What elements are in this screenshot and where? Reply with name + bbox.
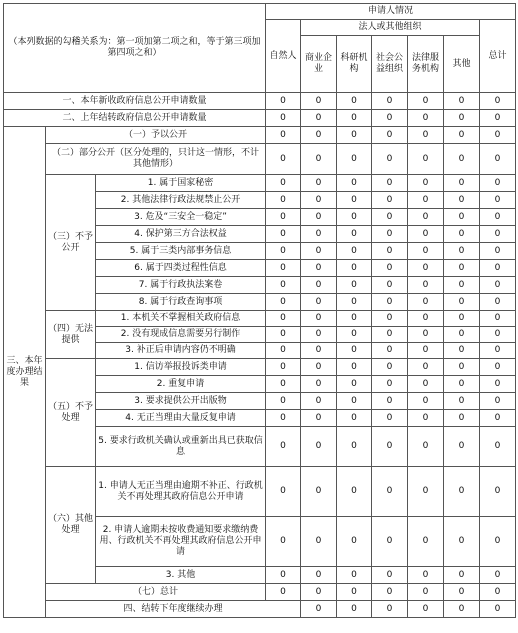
cell-value: 0 <box>480 467 516 517</box>
cell-value: 0 <box>266 359 301 376</box>
cell-value: 0 <box>337 376 372 393</box>
cell-value: 0 <box>372 277 408 294</box>
statistics-table <box>3 3 516 618</box>
group6-label: （六）其他处理 <box>46 467 96 584</box>
cell-value: 0 <box>372 243 408 260</box>
cell-value: 0 <box>301 277 337 294</box>
cell-value: 0 <box>372 584 408 601</box>
cell-value: 0 <box>408 209 444 226</box>
cell-value: 0 <box>266 410 301 427</box>
cell-value: 0 <box>408 343 444 359</box>
cell-value: 0 <box>266 327 301 343</box>
cell-value: 0 <box>444 243 480 260</box>
cell-value: 0 <box>266 427 301 467</box>
cell-value: 0 <box>408 517 444 567</box>
cell-value: 0 <box>480 294 516 311</box>
cell-value: 0 <box>408 127 444 144</box>
cell-value: 0 <box>301 127 337 144</box>
cell-value: 0 <box>480 110 516 127</box>
cell-value: 0 <box>408 294 444 311</box>
cell-value: 0 <box>372 226 408 243</box>
row-label: （二）部分公开（区分处理的，只计这一情形，不计其他情形） <box>46 144 266 175</box>
cell-value: 0 <box>337 410 372 427</box>
cell-value: 0 <box>337 260 372 277</box>
row-label: 3. 危及“三安全一稳定” <box>96 209 266 226</box>
cell-value: 0 <box>266 93 301 110</box>
cell-value: 0 <box>266 260 301 277</box>
cell-value: 0 <box>301 567 337 584</box>
row-label: 1. 本机关不掌握相关政府信息 <box>96 311 266 327</box>
cell-value: 0 <box>372 427 408 467</box>
cell-value: 0 <box>337 93 372 110</box>
cell-value: 0 <box>337 110 372 127</box>
cell-value: 0 <box>444 226 480 243</box>
row-label: 2. 申请人逾期未按收费通知要求缴纳费用、行政机关不再处理其政府信息公开申请 <box>96 517 266 567</box>
header-research: 科研机构 <box>337 36 372 93</box>
cell-value: 0 <box>480 327 516 343</box>
row-label: 1. 申请人无正当理由逾期不补正、行政机关不再处理其政府信息公开申请 <box>96 467 266 517</box>
cell-value: 0 <box>408 393 444 410</box>
group3-label: （三）不予公开 <box>46 175 96 311</box>
cell-value: 0 <box>337 175 372 192</box>
cell-value: 0 <box>301 226 337 243</box>
cell-value: 0 <box>301 601 337 618</box>
cell-value: 0 <box>480 93 516 110</box>
row-label: 2. 没有现成信息需要另行制作 <box>96 327 266 343</box>
table-row <box>4 311 516 327</box>
cell-value: 0 <box>444 467 480 517</box>
row-label: 1. 属于国家秘密 <box>96 175 266 192</box>
row-label: 7. 属于行政执法案卷 <box>96 277 266 294</box>
cell-value: 0 <box>444 209 480 226</box>
cell-value: 0 <box>444 584 480 601</box>
header-total: 总计 <box>480 20 516 93</box>
table-row <box>4 601 516 618</box>
cell-value: 0 <box>266 467 301 517</box>
cell-value: 0 <box>480 127 516 144</box>
row-label: 2. 重复申请 <box>96 376 266 393</box>
cell-value: 0 <box>337 584 372 601</box>
row-label: 一、本年新收政府信息公开申请数量 <box>4 93 266 110</box>
cell-value: 0 <box>266 144 301 175</box>
cell-value: 0 <box>372 467 408 517</box>
cell-value: 0 <box>266 294 301 311</box>
cell-value: 0 <box>444 393 480 410</box>
cell-value: 0 <box>372 93 408 110</box>
cell-value: 0 <box>444 175 480 192</box>
cell-value: 0 <box>480 376 516 393</box>
cell-value: 0 <box>301 393 337 410</box>
cell-value: 0 <box>266 127 301 144</box>
cell-value: 0 <box>372 209 408 226</box>
cell-value: 0 <box>266 277 301 294</box>
cell-value: 0 <box>408 467 444 517</box>
cell-value: 0 <box>480 192 516 209</box>
cell-value: 0 <box>337 144 372 175</box>
cell-value: 0 <box>444 601 480 618</box>
row-label: 5. 属于三类内部事务信息 <box>96 243 266 260</box>
header-commercial: 商业企业 <box>301 36 337 93</box>
cell-value: 0 <box>408 567 444 584</box>
header-social-welfare: 社会公益组织 <box>372 36 408 93</box>
header-note: （本列数据的勾稽关系为：第一项加第二项之和，等于第三项加第四项之和） <box>8 37 261 58</box>
cell-value: 0 <box>301 343 337 359</box>
cell-value: 0 <box>301 192 337 209</box>
cell-value: 0 <box>266 226 301 243</box>
cell-value: 0 <box>444 359 480 376</box>
cell-value: 0 <box>372 294 408 311</box>
cell-value: 0 <box>408 226 444 243</box>
cell-value: 0 <box>444 517 480 567</box>
cell-value: 0 <box>266 175 301 192</box>
cell-value: 0 <box>408 584 444 601</box>
cell-value: 0 <box>444 110 480 127</box>
cell-value: 0 <box>337 393 372 410</box>
cell-value: 0 <box>301 209 337 226</box>
cell-value: 0 <box>372 376 408 393</box>
cell-value: 0 <box>337 359 372 376</box>
cell-value: 0 <box>266 393 301 410</box>
cell-value: 0 <box>408 601 444 618</box>
row-label: 2. 其他法律行政法规禁止公开 <box>96 192 266 209</box>
cell-value: 0 <box>408 260 444 277</box>
cell-value: 0 <box>444 260 480 277</box>
cell-value: 0 <box>480 410 516 427</box>
cell-value: 0 <box>480 343 516 359</box>
cell-value: 0 <box>337 311 372 327</box>
row-label: 4. 保护第三方合法权益 <box>96 226 266 243</box>
cell-value: 0 <box>408 359 444 376</box>
cell-value: 0 <box>301 144 337 175</box>
cell-value: 0 <box>301 327 337 343</box>
row-label: 1. 信访举报投诉类申请 <box>96 359 266 376</box>
cell-value: 0 <box>266 311 301 327</box>
cell-value: 0 <box>301 110 337 127</box>
cell-value: 0 <box>337 277 372 294</box>
cell-value: 0 <box>372 343 408 359</box>
cell-value: 0 <box>337 601 372 618</box>
cell-value: 0 <box>372 127 408 144</box>
cell-value: 0 <box>301 260 337 277</box>
cell-value: 0 <box>408 327 444 343</box>
header-natural-person: 自然人 <box>266 20 301 93</box>
row-label: 二、上年结转政府信息公开申请数量 <box>4 110 266 127</box>
cell-value: 0 <box>337 343 372 359</box>
cell-value: 0 <box>337 243 372 260</box>
cell-value: 0 <box>301 467 337 517</box>
cell-value: 0 <box>266 192 301 209</box>
cell-value: 0 <box>408 93 444 110</box>
cell-value: 0 <box>480 144 516 175</box>
cell-value: 0 <box>444 427 480 467</box>
cell-value: 0 <box>301 93 337 110</box>
row-label: 3. 补正后申请内容仍不明确 <box>96 343 266 359</box>
cell-value: 0 <box>480 243 516 260</box>
row-label: 5. 要求行政机关确认或重新出具已获取信息 <box>96 427 266 467</box>
table-row <box>4 93 516 110</box>
cell-value: 0 <box>337 567 372 584</box>
table-row <box>4 467 516 517</box>
cell-value: 0 <box>480 584 516 601</box>
cell-value: 0 <box>408 110 444 127</box>
cell-value: 0 <box>480 359 516 376</box>
cell-value: 0 <box>480 209 516 226</box>
cell-value: 0 <box>480 260 516 277</box>
cell-value: 0 <box>372 517 408 567</box>
cell-value: 0 <box>408 243 444 260</box>
cell-value: 0 <box>372 144 408 175</box>
row-label: 6. 属于四类过程性信息 <box>96 260 266 277</box>
cell-value: 0 <box>444 277 480 294</box>
cell-value: 0 <box>480 311 516 327</box>
cell-value: 0 <box>337 327 372 343</box>
cell-value: 0 <box>408 311 444 327</box>
row-label: 8. 属于行政查询事项 <box>96 294 266 311</box>
cell-value: 0 <box>301 243 337 260</box>
cell-value: 0 <box>408 175 444 192</box>
cell-value: 0 <box>337 294 372 311</box>
cell-value: 0 <box>372 393 408 410</box>
table-row <box>4 127 516 144</box>
row-label: 3. 其他 <box>96 567 266 584</box>
cell-value: 0 <box>337 127 372 144</box>
cell-value: 0 <box>337 192 372 209</box>
cell-value: 0 <box>266 376 301 393</box>
group5-label: （五）不予处理 <box>46 359 96 467</box>
cell-value: 0 <box>301 410 337 427</box>
cell-value: 0 <box>408 144 444 175</box>
cell-value: 0 <box>372 311 408 327</box>
cell-value: 0 <box>480 517 516 567</box>
cell-value: 0 <box>408 410 444 427</box>
cell-value: 0 <box>444 144 480 175</box>
cell-value: 0 <box>337 226 372 243</box>
cell-value: 0 <box>444 127 480 144</box>
cell-value: 0 <box>301 311 337 327</box>
row-label: （一）予以公开 <box>46 127 266 144</box>
cell-value: 0 <box>301 517 337 567</box>
cell-value: 0 <box>301 175 337 192</box>
cell-value: 0 <box>408 277 444 294</box>
cell-value: 0 <box>266 567 301 584</box>
cell-value: 0 <box>372 175 408 192</box>
table-row <box>4 110 516 127</box>
cell-value: 0 <box>444 376 480 393</box>
cell-value: 0 <box>444 311 480 327</box>
cell-value: 0 <box>444 327 480 343</box>
cell-value: 0 <box>266 209 301 226</box>
cell-value: 0 <box>301 427 337 467</box>
row-label: 4. 无正当理由大量反复申请 <box>96 410 266 427</box>
cell-value: 0 <box>266 343 301 359</box>
cell-value: 0 <box>301 584 337 601</box>
cell-value: 0 <box>444 294 480 311</box>
header-legal-service: 法律服务机构 <box>408 36 444 93</box>
group4-label: （四）无法提供 <box>46 311 96 359</box>
header-other: 其他 <box>444 36 480 93</box>
cell-value: 0 <box>337 427 372 467</box>
table-row <box>4 359 516 376</box>
header-legal-or-org: 法人或其他组织 <box>301 20 480 36</box>
cell-value: 0 <box>266 584 301 601</box>
cell-value: 0 <box>301 376 337 393</box>
cell-value: 0 <box>372 260 408 277</box>
cell-value: 0 <box>372 410 408 427</box>
cell-value: 0 <box>372 359 408 376</box>
table-row <box>4 584 516 601</box>
cell-value: 0 <box>444 192 480 209</box>
row-label: 四、结转下年度继续办理 <box>46 601 301 618</box>
cell-value: 0 <box>480 567 516 584</box>
cell-value: 0 <box>444 343 480 359</box>
cell-value: 0 <box>266 517 301 567</box>
cell-value: 0 <box>480 601 516 618</box>
cell-value: 0 <box>372 567 408 584</box>
row-label: 3. 要求提供公开出版物 <box>96 393 266 410</box>
cell-value: 0 <box>372 192 408 209</box>
cell-value: 0 <box>266 110 301 127</box>
cell-value: 0 <box>408 376 444 393</box>
section3-label: 三、本年度办理结果 <box>4 127 46 618</box>
cell-value: 0 <box>337 467 372 517</box>
cell-value: 0 <box>408 192 444 209</box>
header-note-cell <box>4 4 266 93</box>
table-row <box>4 175 516 192</box>
cell-value: 0 <box>444 410 480 427</box>
cell-value: 0 <box>444 567 480 584</box>
cell-value: 0 <box>301 359 337 376</box>
cell-value: 0 <box>480 427 516 467</box>
cell-value: 0 <box>480 175 516 192</box>
cell-value: 0 <box>337 517 372 567</box>
cell-value: 0 <box>480 393 516 410</box>
cell-value: 0 <box>301 294 337 311</box>
cell-value: 0 <box>337 209 372 226</box>
cell-value: 0 <box>408 427 444 467</box>
cell-value: 0 <box>372 601 408 618</box>
cell-value: 0 <box>372 110 408 127</box>
table-row <box>4 144 516 175</box>
cell-value: 0 <box>372 327 408 343</box>
cell-value: 0 <box>444 93 480 110</box>
cell-value: 0 <box>480 226 516 243</box>
row-label: （七）总计 <box>46 584 266 601</box>
cell-value: 0 <box>266 243 301 260</box>
cell-value: 0 <box>480 277 516 294</box>
header-applicant-situation: 申请人情况 <box>266 4 516 20</box>
